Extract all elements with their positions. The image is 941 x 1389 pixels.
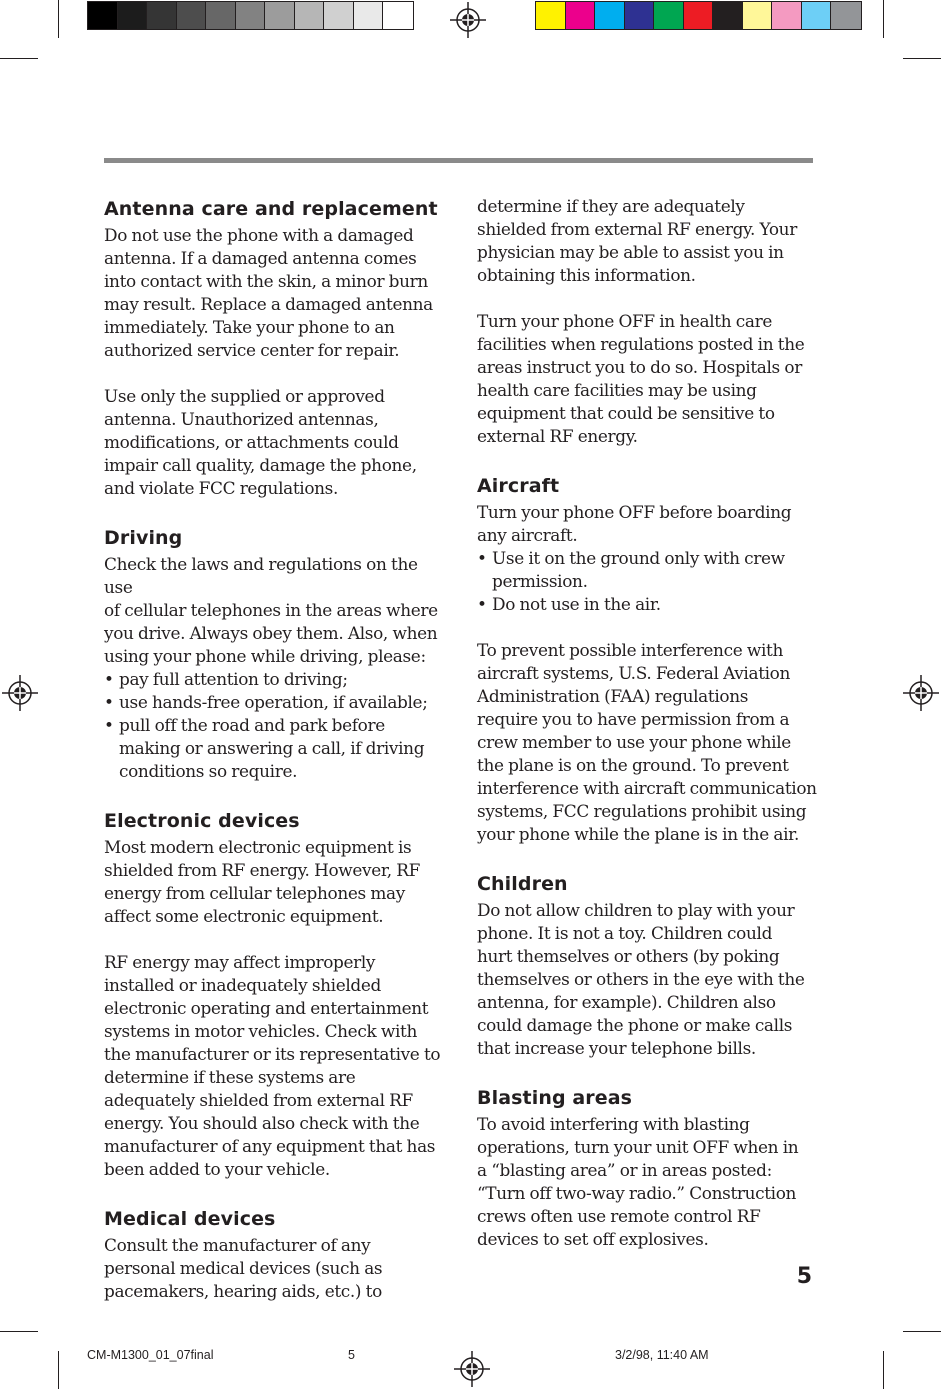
text-line: Turn your phone OFF in health care (477, 311, 772, 331)
text-line: energy from cellular telephones may (104, 883, 405, 903)
text-line: been added to your vehicle. (104, 1159, 330, 1179)
color-swatch (206, 2, 236, 29)
text-line: areas instruct you to do so. Hospitals or (477, 357, 802, 377)
medical-paragraph (104, 1234, 444, 1303)
color-swatch (324, 2, 354, 29)
text-line: determine if they are adequately (477, 196, 745, 216)
section-heading-antenna: Antenna care and replacement (104, 198, 438, 220)
text-line: the manufacturer or its representative to (104, 1044, 441, 1064)
text-line: equipment that could be sensitive to (477, 403, 775, 423)
color-swatch (802, 2, 832, 29)
text-line: Most modern electronic equipment is (104, 837, 412, 857)
text-line: you drive. Always obey them. Also, when (104, 623, 438, 643)
left-column (104, 194, 444, 1303)
text-line: could damage the phone or make calls (477, 1015, 793, 1035)
text-line: electronic operating and entertainment (104, 998, 429, 1018)
text-line: of cellular telephones in the areas where (104, 600, 438, 620)
crop-mark (883, 1351, 884, 1389)
color-swatch (295, 2, 325, 29)
registration-mark-icon (901, 673, 941, 713)
registration-mark-icon (0, 673, 40, 713)
crop-mark (0, 58, 38, 59)
text-line: To prevent possible interference with (477, 640, 783, 660)
text-line: interference with aircraft communication (477, 778, 817, 798)
text-line: manufacturer of any equipment that has (104, 1136, 436, 1156)
color-swatch (654, 2, 684, 29)
color-swatch (383, 2, 413, 29)
crop-mark (58, 0, 59, 38)
text-line: require you to have permission from a (477, 709, 790, 729)
color-swatch (88, 2, 118, 29)
text-line: your phone while the plane is in the air. (477, 824, 800, 844)
text-line: To avoid interfering with blasting (477, 1114, 750, 1134)
text-line: facilities when regulations posted in the (477, 334, 805, 354)
text-line: into contact with the skin, a minor burn (104, 271, 428, 291)
crop-mark (903, 58, 941, 59)
color-swatch (713, 2, 743, 29)
section-heading-blasting: Blasting areas (477, 1087, 633, 1109)
header-rule (104, 158, 813, 163)
registration-mark-icon (448, 0, 488, 40)
aircraft-bullet-list (477, 547, 817, 616)
color-swatch (595, 2, 625, 29)
text-line: impair call quality, damage the phone, (104, 455, 417, 475)
color-swatch (147, 2, 177, 29)
registration-mark-icon (452, 1349, 492, 1389)
color-swatch (772, 2, 802, 29)
text-line: using your phone while driving, please: (104, 646, 426, 666)
text-line: the plane is on the ground. To prevent (477, 755, 789, 775)
color-swatch (265, 2, 295, 29)
aircraft-paragraph-2 (477, 639, 817, 846)
section-heading-aircraft: Aircraft (477, 475, 560, 497)
color-swatch (566, 2, 596, 29)
text-line: Do not use in the air. (492, 594, 661, 614)
text-line: shielded from external RF energy. Your (477, 219, 797, 239)
aircraft-paragraph-1 (477, 501, 817, 547)
text-line: pacemakers, hearing aids, etc.) to (104, 1281, 382, 1301)
section-heading-electronic: Electronic devices (104, 810, 300, 832)
children-paragraph (477, 899, 817, 1060)
text-line: may result. Replace a damaged antenna (104, 294, 433, 314)
text-line: adequately shielded from external RF (104, 1090, 413, 1110)
text-line: systems in motor vehicles. Check with (104, 1021, 417, 1041)
right-column (477, 194, 817, 1251)
text-line: Use only the supplied or approved (104, 386, 385, 406)
bullet-item (477, 593, 817, 616)
crop-mark (883, 0, 884, 38)
text-line: that increase your telephone bills. (477, 1038, 756, 1058)
text-line: modifications, or attachments could (104, 432, 399, 452)
text-line: crews often use remote control RF (477, 1206, 761, 1226)
text-line: obtaining this information. (477, 265, 696, 285)
slug-timestamp: 3/2/98, 11:40 AM (615, 1348, 709, 1362)
medical-continued-paragraph-1 (477, 195, 817, 287)
text-line: crew member to use your phone while (477, 732, 791, 752)
driving-paragraph (104, 553, 444, 668)
text-line: “Turn off two-way radio.” Construction (477, 1183, 797, 1203)
color-swatch (177, 2, 207, 29)
electronic-paragraph-1 (104, 836, 444, 928)
text-line: Administration (FAA) regulations (477, 686, 749, 706)
bullet-item (104, 668, 444, 691)
bullet-item (104, 714, 444, 783)
text-line: themselves or others in the eye with the (477, 969, 805, 989)
text-line: Turn your phone OFF before boarding (477, 502, 792, 522)
text-line: and violate FCC regulations. (104, 478, 339, 498)
text-line: antenna, for example). Children also (477, 992, 776, 1012)
text-line: pay full attention to driving; (119, 669, 348, 689)
text-line: energy. You should also check with the (104, 1113, 420, 1133)
text-line: hurt themselves or others (by poking (477, 946, 780, 966)
crop-mark (58, 1351, 59, 1389)
text-line: aircraft systems, U.S. Federal Aviation (477, 663, 791, 683)
text-line: use hands-free operation, if available; (119, 692, 428, 712)
text-line: conditions so require. (119, 761, 298, 781)
text-line: Do not use the phone with a damaged (104, 225, 414, 245)
section-heading-medical: Medical devices (104, 1208, 276, 1230)
text-line: phone. It is not a toy. Children could (477, 923, 773, 943)
section-heading-driving: Driving (104, 527, 183, 549)
text-line: any aircraft. (477, 525, 578, 545)
text-line: Consult the manufacturer of any (104, 1235, 371, 1255)
text-line: Do not allow children to play with your (477, 900, 795, 920)
text-line: physician may be able to assist you in (477, 242, 784, 262)
color-swatch (743, 2, 773, 29)
text-line: antenna. Unauthorized antennas, (104, 409, 379, 429)
text-line: systems, FCC regulations prohibit using (477, 801, 807, 821)
text-line: a “blasting area” or in areas posted: (477, 1160, 772, 1180)
color-swatch (118, 2, 148, 29)
antenna-paragraph-2 (104, 385, 444, 500)
text-line: authorized service center for repair. (104, 340, 400, 360)
text-line: RF energy may affect improperly (104, 952, 376, 972)
text-line: operations, turn your unit OFF when in (477, 1137, 799, 1157)
color-swatch (831, 2, 861, 29)
grayscale-color-bar (87, 1, 414, 30)
text-line: determine if these systems are (104, 1067, 356, 1087)
text-line: Check the laws and regulations on the use (104, 554, 418, 597)
crop-mark (0, 1331, 38, 1332)
bullet-item (104, 691, 444, 714)
blasting-paragraph (477, 1113, 817, 1251)
process-color-bar (535, 1, 862, 30)
text-line: shielded from RF energy. However, RF (104, 860, 420, 880)
text-line: immediately. Take your phone to an (104, 317, 395, 337)
antenna-paragraph-1 (104, 224, 444, 362)
bullet-item (477, 547, 817, 593)
text-line: pull off the road and park before (119, 715, 385, 735)
text-line: devices to set off explosives. (477, 1229, 709, 1249)
driving-bullet-list (104, 668, 444, 783)
color-swatch (625, 2, 655, 29)
page-number: 5 (796, 1264, 812, 1289)
text-line: affect some electronic equipment. (104, 906, 384, 926)
text-line: external RF energy. (477, 426, 638, 446)
slug-page: 5 (348, 1348, 355, 1362)
text-line: health care facilities may be using (477, 380, 757, 400)
crop-mark (903, 1331, 941, 1332)
color-swatch (354, 2, 384, 29)
slug-filename: CM-M1300_01_07final (87, 1348, 214, 1362)
color-swatch (536, 2, 566, 29)
medical-continued-paragraph-2 (477, 310, 817, 448)
color-swatch (236, 2, 266, 29)
text-line: personal medical devices (such as (104, 1258, 383, 1278)
section-heading-children: Children (477, 873, 568, 895)
text-line: Use it on the ground only with crew (492, 548, 785, 568)
electronic-paragraph-2 (104, 951, 444, 1181)
color-swatch (684, 2, 714, 29)
text-line: installed or inadequately shielded (104, 975, 381, 995)
text-line: permission. (492, 571, 588, 591)
text-line: making or answering a call, if driving (119, 738, 425, 758)
text-line: antenna. If a damaged antenna comes (104, 248, 417, 268)
